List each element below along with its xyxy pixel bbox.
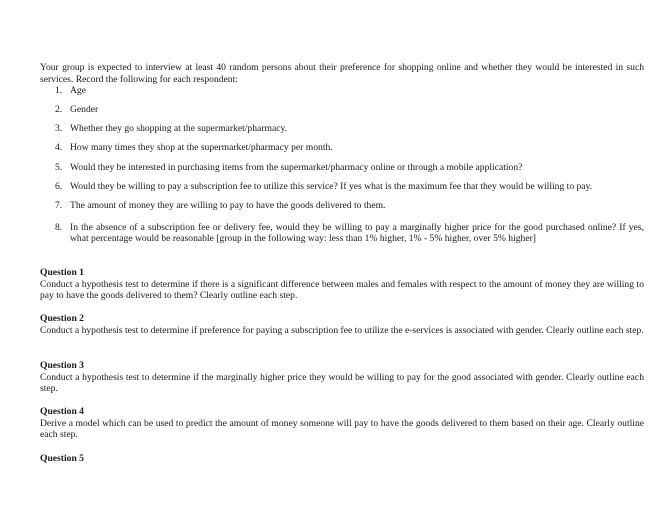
question-title: Question 4 — [40, 406, 84, 417]
list-item-text: Whether they go shopping at the supermarket/pharmacy. — [70, 123, 288, 135]
list-item-number: 8. — [55, 221, 63, 233]
question-1 — [40, 267, 644, 302]
document-page — [40, 62, 644, 464]
question-title: Question 3 — [40, 360, 84, 371]
list-item-text: The amount of money they are willing to pay to have the goods delivered to them. — [70, 199, 386, 211]
list-item — [40, 142, 644, 154]
list-item-number: 4. — [55, 142, 63, 154]
list-item — [40, 222, 644, 245]
list-item — [40, 200, 644, 212]
question-text: Derive a model which can be used to predict the amount of money someone will pay to have the goods delivered to them based on their age. Clearly outline each step. — [40, 417, 644, 441]
list-item-text: How many times they shop at the supermarket/pharmacy per month. — [70, 142, 333, 154]
list-item-number: 5. — [55, 161, 63, 173]
question-2 — [40, 313, 644, 336]
question-3 — [40, 360, 644, 395]
list-item-number: 3. — [55, 123, 63, 135]
question-4 — [40, 406, 644, 441]
question-5 — [40, 453, 644, 465]
list-item — [40, 85, 644, 97]
list-item-text: In the absence of a subscription fee or delivery fee, would they be willing to pay a marginally higher price for the good purchased online? If yes, what percentage would be reasonable [group in the following way: less than 1% higher, 1% - 5% higher, over 5% higher] — [70, 221, 644, 245]
list-item — [40, 181, 644, 193]
list-item-number: 2. — [55, 104, 63, 116]
question-text: Conduct a hypothesis test to determine if there is a significant difference between males and females with respect to the amount of money they are willing to pay to have the goods delivered to them? Clearly outline each step. — [40, 278, 644, 302]
list-item — [40, 104, 644, 116]
question-text: Conduct a hypothesis test to determine if preference for paying a subscription fee to utilize the e-services is associated with gender. Clearly outline each step. — [40, 324, 644, 336]
question-title: Question 5 — [40, 453, 84, 464]
question-title: Question 2 — [40, 313, 84, 324]
list-item-text: Would they be willing to pay a subscription fee to utilize this service? If yes what is the maximum fee that they would be willing to pay. — [70, 180, 593, 192]
list-item-number: 6. — [55, 180, 63, 192]
list-item-text: Would they be interested in purchasing items from the supermarket/pharmacy online or through a mobile application? — [70, 161, 523, 173]
respondent-criteria-list — [40, 85, 644, 245]
list-item-text: Age — [70, 85, 86, 97]
question-title: Question 1 — [40, 267, 84, 278]
list-item-text: Gender — [70, 104, 99, 116]
list-item — [40, 162, 644, 174]
list-item-number: 7. — [55, 199, 63, 211]
question-text: Conduct a hypothesis test to determine if the marginally higher price they would be willing to pay for the good associated with gender. Clearly outline each step. — [40, 371, 644, 395]
list-item-number: 1. — [55, 85, 63, 97]
list-item — [40, 123, 644, 135]
intro-paragraph: Your group is expected to interview at least 40 random persons about their preference for shopping online and whether they would be interested in such services. Record the following for each respondent: — [40, 62, 644, 85]
